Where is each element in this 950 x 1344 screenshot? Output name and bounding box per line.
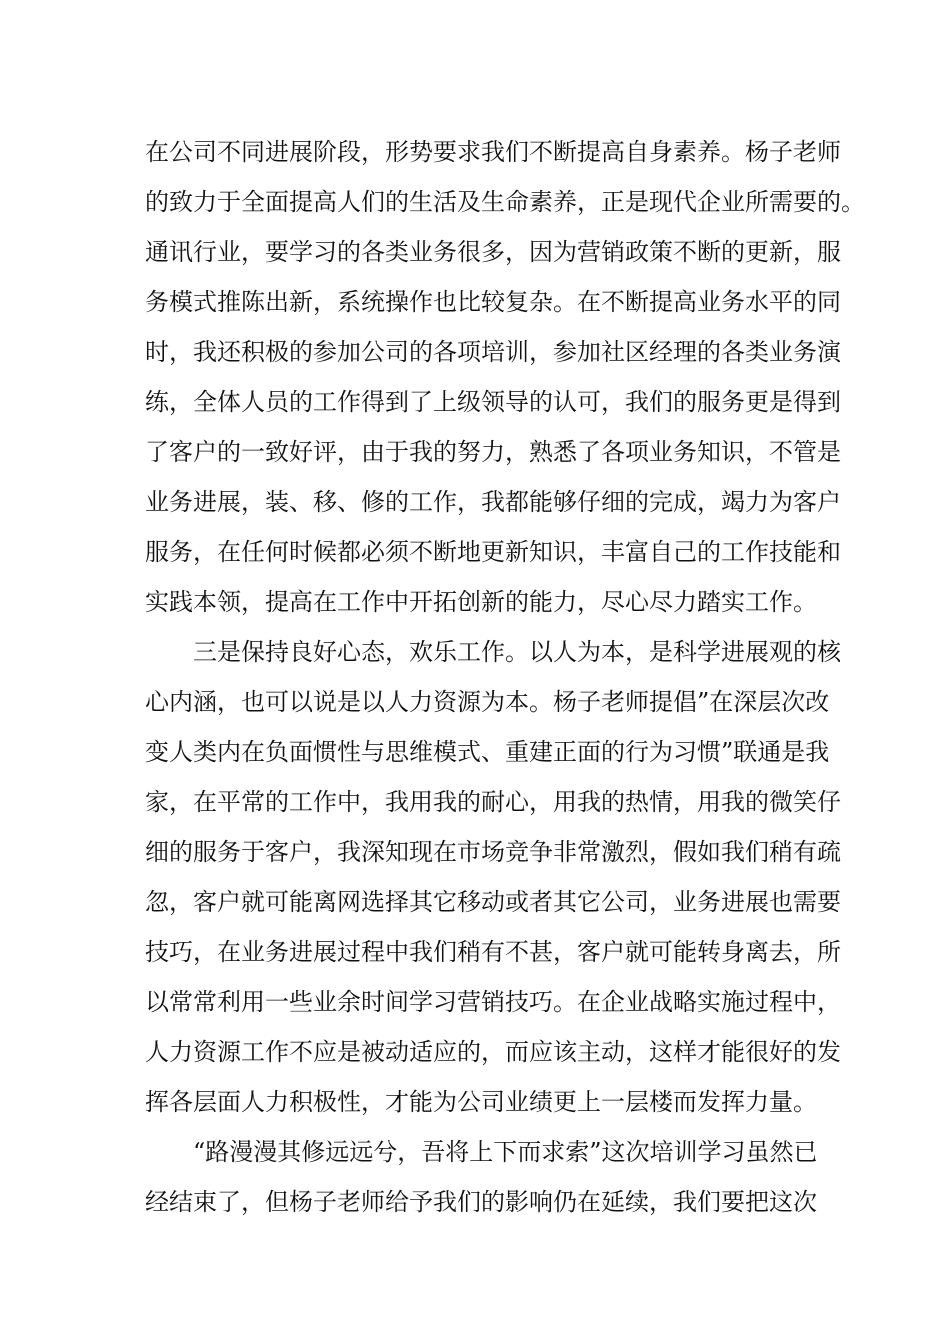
text-line: 服务，在任何时候都必须不断地更新知识，丰富自己的工作技能和 bbox=[145, 538, 841, 566]
text-line: 技巧，在业务进展过程中我们稍有不甚，客户就可能转身离去，所 bbox=[145, 938, 841, 966]
text-line: 挥各层面人力积极性，才能为公司业绩更上一层楼而发挥力量。 bbox=[145, 1088, 817, 1116]
text-line: 了客户的一致好评，由于我的努力，熟悉了各项业务知识，不管是 bbox=[145, 438, 841, 466]
text-line: 细的服务于客户，我深知现在市场竞争非常激烈，假如我们稍有疏 bbox=[145, 838, 841, 866]
text-line: 的致力于全面提高人们的生活及生命素养，正是现代企业所需要的。 bbox=[145, 188, 865, 216]
paragraph-start-line: 三是保持良好心态，欢乐工作。以人为本，是科学进展观的核 bbox=[193, 638, 841, 666]
text-line: 以常常利用一些业余时间学习营销技巧。在企业战略实施过程中， bbox=[145, 988, 841, 1016]
text-line: 务模式推陈出新，系统操作也比较复杂。在不断提高业务水平的同 bbox=[145, 288, 841, 316]
text-line: 练，全体人员的工作得到了上级领导的认可，我们的服务更是得到 bbox=[145, 388, 841, 416]
text-line: 实践本领，提高在工作中开拓创新的能力，尽心尽力踏实工作。 bbox=[145, 588, 817, 616]
text-line: 心内涵，也可以说是以人力资源为本。杨子老师提倡”在深层次改 bbox=[145, 688, 830, 716]
text-line: 家，在平常的工作中，我用我的耐心，用我的热情，用我的微笑仔 bbox=[145, 788, 841, 816]
text-line: 在公司不同进展阶段，形势要求我们不断提高自身素养。杨子老师 bbox=[145, 138, 841, 166]
text-line: 通讯行业，要学习的各类业务很多，因为营销政策不断的更新，服 bbox=[145, 238, 841, 266]
text-line: 忽，客户就可能离网选择其它移动或者其它公司，业务进展也需要 bbox=[145, 888, 841, 916]
paragraph-start-line: “路漫漫其修远远兮，吾将上下而求索”这次培训学习虽然已 bbox=[193, 1138, 818, 1166]
text-line: 业务进展，装、移、修的工作，我都能够仔细的完成，竭力为客户 bbox=[145, 488, 841, 516]
text-line: 经结束了，但杨子老师给予我们的影响仍在延续，我们要把这次 bbox=[145, 1188, 817, 1216]
text-line: 人力资源工作不应是被动适应的，而应该主动，这样才能很好的发 bbox=[145, 1038, 841, 1066]
text-line: 变人类内在负面惯性与思维模式、重建正面的行为习惯”联通是我 bbox=[145, 738, 830, 766]
text-line: 时，我还积极的参加公司的各项培训，参加社区经理的各类业务演 bbox=[145, 338, 841, 366]
